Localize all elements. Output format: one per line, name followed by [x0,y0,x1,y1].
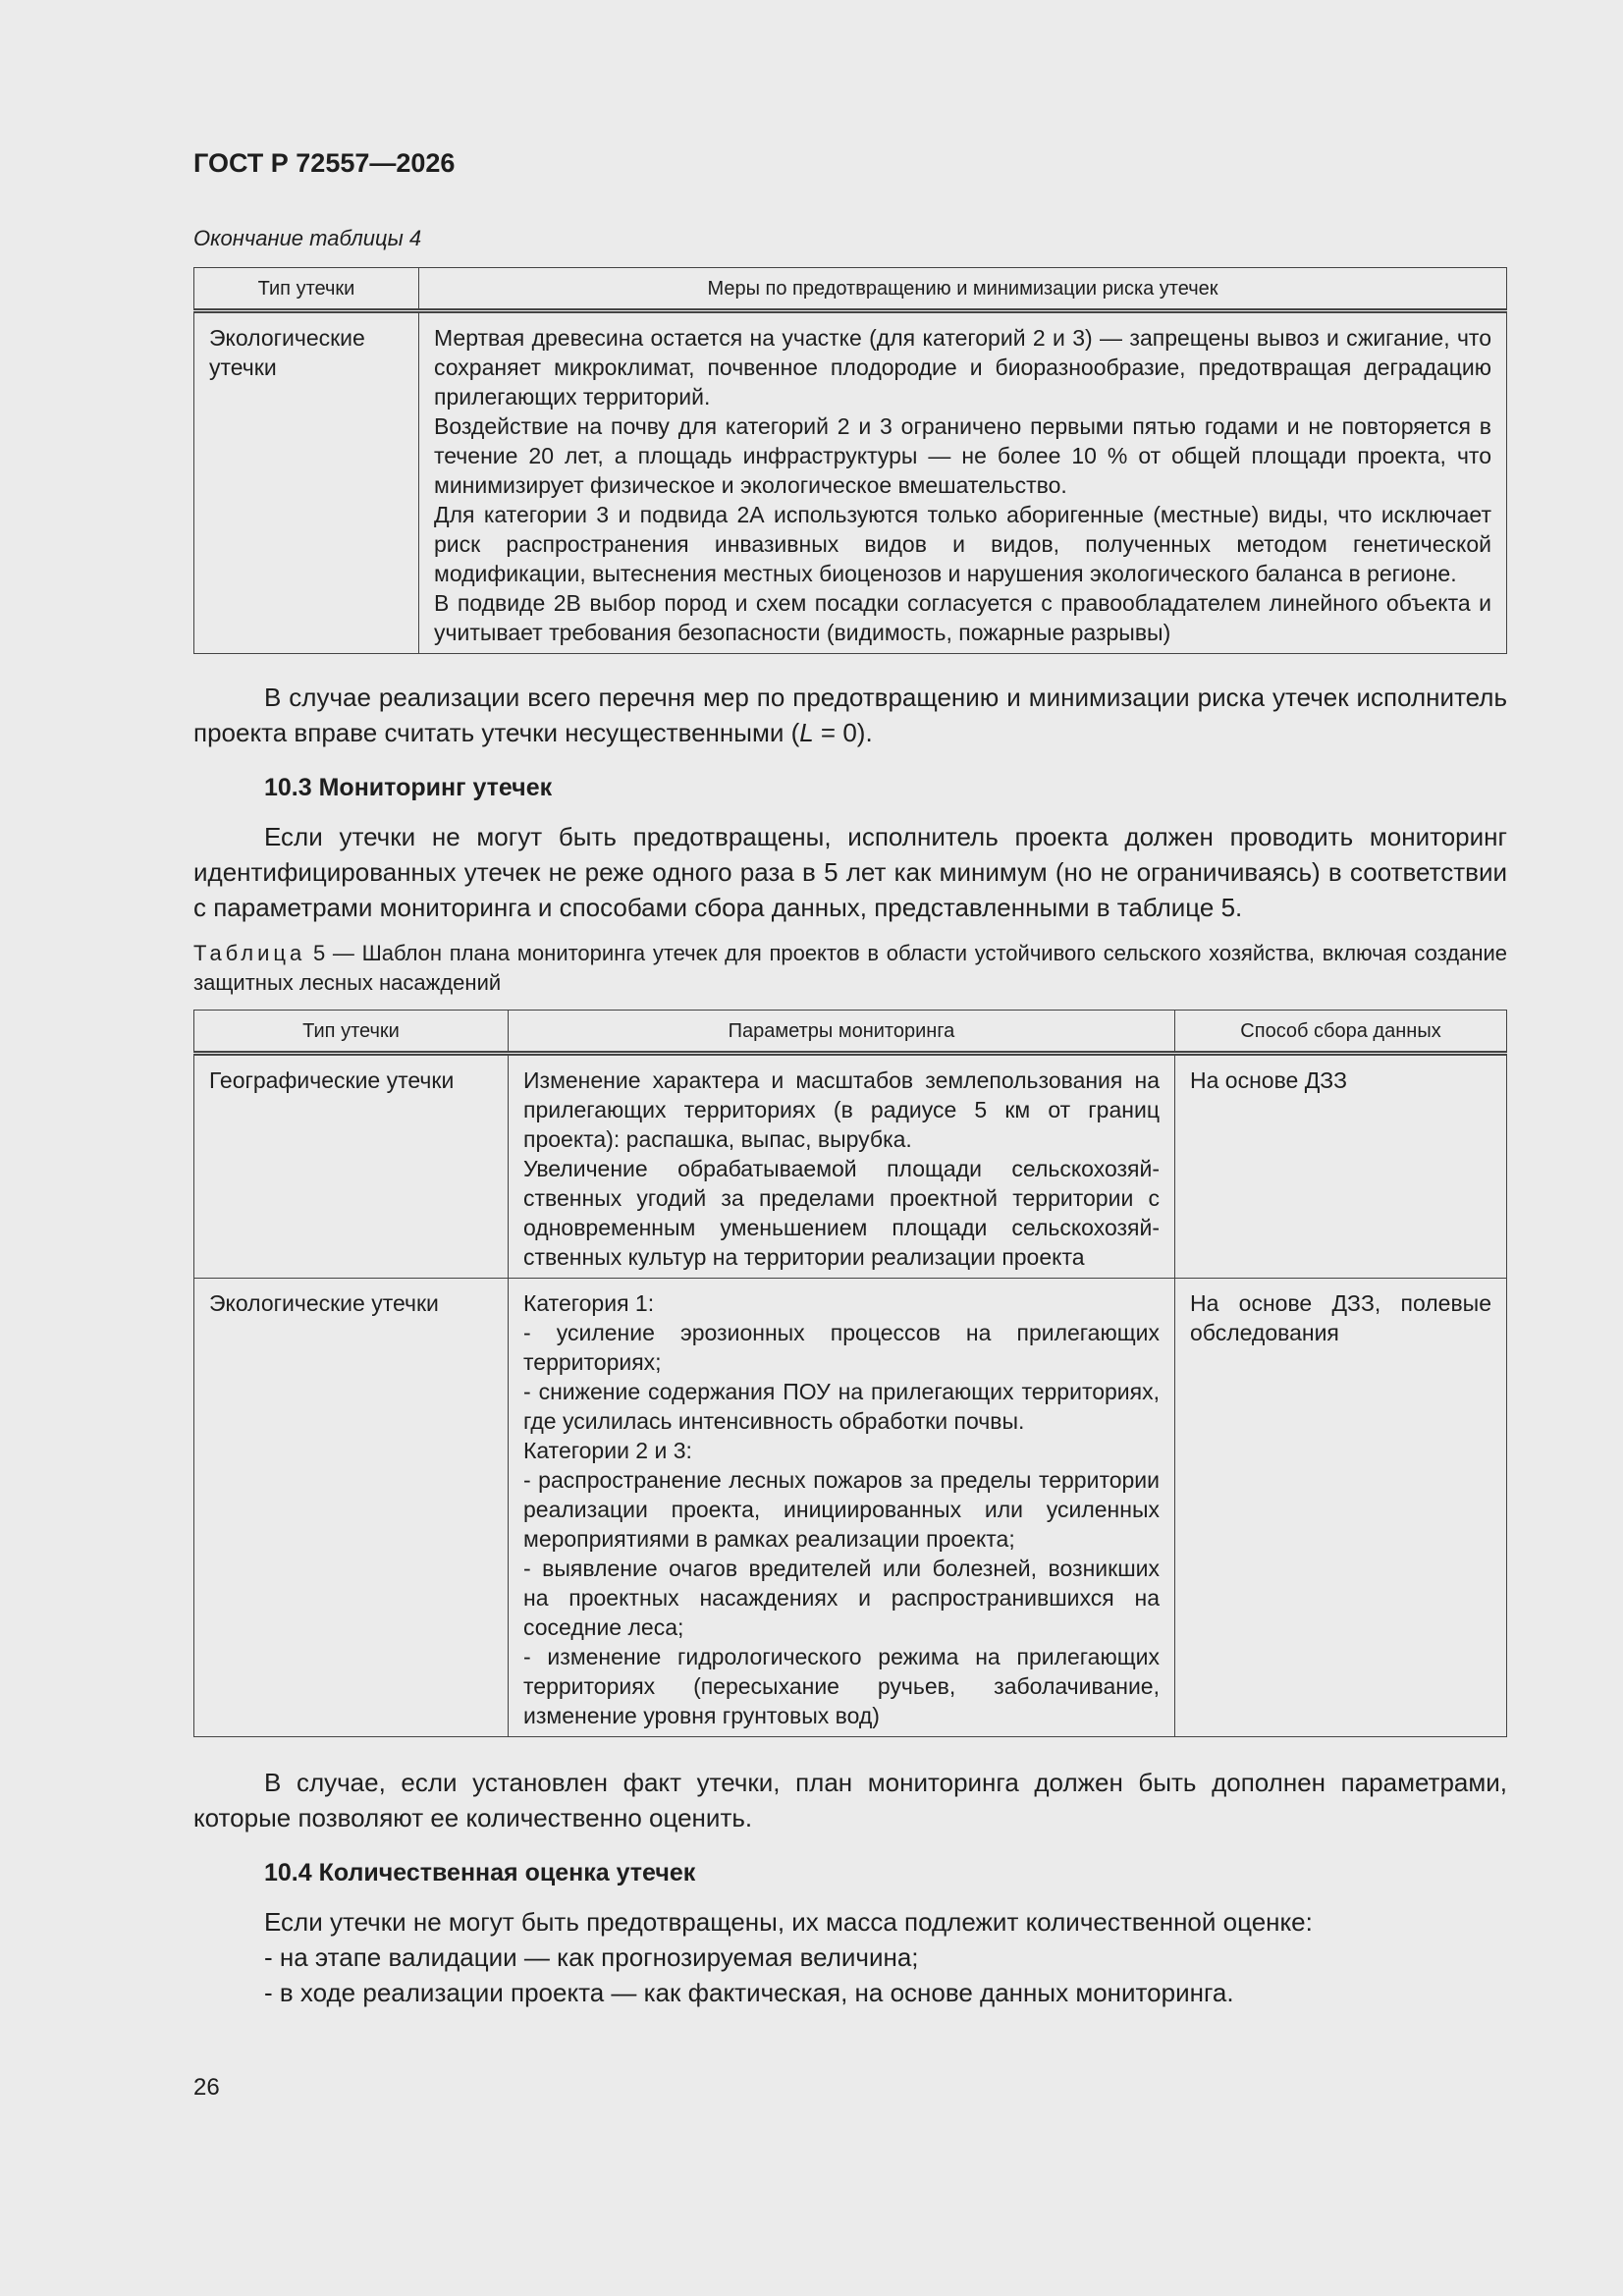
param-item: Категория 1: [523,1289,655,1316]
table4-caption: Окончание таблицы 4 [193,226,422,251]
table5-row-params [509,1278,1175,1736]
list-item: - в ходе реализации проекта — как фактическая, на основе данных мониторинга. [264,1977,1234,2007]
param-item: Увеличение обрабатываемой площади сельскохозяйственных угодий за пределами проектной территории с одновременным уменьшением площади сельскохозяйственных культур на территории реализации проекта [523,1155,1160,1270]
table5-row-type: Экологические утечки [194,1278,509,1736]
paragraph-leakage-insignificant: В случае реализации всего перечня мер по предотвращению и минимизации риска утечек исполнитель проекта вправе считать утечки несущественными (L = 0). [193,682,1507,747]
document-page [193,147,1507,2010]
measure-item: Воздействие на почву для категорий 2 и 3 ограничено первыми пятью годами и не повторяется в течение 20 лет, а площадь инфраструктуры — не более 10 % от общей площади проекта, что минимизирует физическое и экологическое вмешательство. [434,412,1491,498]
section-10-4-intro: Если утечки не могут быть предотвращены, их масса подлежит количественной оценке: [264,1906,1313,1937]
table4-col-type: Тип утечки [194,267,419,310]
table-row [194,1278,1507,1736]
measure-item: Мертвая древесина остается на участке (для категорий 2 и 3) — запрещены вывоз и сжигание, что сохраняет микроклимат, почвенное плодородие и биоразнообразие, предотвращая деградацию прилегающих территорий. [434,324,1491,410]
paragraph-monitoring-plan: В случае, если установлен факт утечки, план мониторинга должен быть дополнен параметрами, которые позволяют ее количественно оценить. [193,1767,1507,1832]
measure-item: В подвиде 2В выбор пород и схем посадки согласуется с правообладателем линейного объекта и учитывает требования безопасности (видимость, пожарные разрывы) [434,589,1491,645]
table5-col-params: Параметры мониторинга [509,1010,1175,1053]
measure-item: Для категории 3 и подвида 2А используются только аборигенные (местные) виды, что исключает риск распространения инвазивных видов и видов, полученных методом генетической модификации, вытеснения местных биоценозов и нарушения экологического баланса в регионе. [434,501,1491,586]
table4-col-measures: Меры по предотвращению и минимизации риска утечек [419,267,1507,310]
table4-row-type: Экологические утечки [194,310,419,653]
table4-header-row [194,267,1507,310]
param-item: - распространение лесных пожаров за пределы территории реализации проекта, инициированных или усиленных мероприятиями в рамках реализации проекта; [523,1466,1160,1552]
table5-row-params [509,1053,1175,1278]
param-item: - изменение гидрологического режима на прилегающих территориях (пересыхание ручьев, заболачивание, изменение уровня грунтовых вод) [523,1643,1160,1728]
table5-row-method: На основе ДЗЗ [1175,1053,1507,1278]
param-item: - снижение содержания ПОУ на прилегающих территориях, где усилилась интенсивность обработки почвы. [523,1378,1160,1434]
param-item: - усиление эрозионных процессов на прилегающих территориях; [523,1319,1160,1375]
table5-col-method: Способ сбора данных [1175,1010,1507,1053]
table5 [193,1010,1507,1737]
table-row [194,310,1507,653]
standard-code: ГОСТ Р 72557—2026 [193,148,456,178]
table5-header-row [194,1010,1507,1053]
table5-col-type: Тип утечки [194,1010,509,1053]
list-item: - на этапе валидации — как прогнозируемая величина; [264,1941,919,1972]
table5-caption: Таблица 5 — Шаблон плана мониторинга утечек для проектов в области устойчивого сельского хозяйства, включая создание защитных лесных насаждений [193,940,1507,995]
table5-row-type: Географические утечки [194,1053,509,1278]
table4-row-measures [419,310,1507,653]
table4 [193,267,1507,654]
table-row [194,1053,1507,1278]
param-item: Изменение характера и масштабов землепользования на прилегающих территориях (в радиусе 5 км от границ проекта): распашка, выпас, вырубка. [523,1066,1160,1152]
section-10-3-heading: 10.3 Мониторинг утечек [264,773,553,801]
section-10-3-text: Если утечки не могут быть предотвращены, исполнитель проекта должен проводить мониторинг идентифицированных утечек не реже одного раза в 5 лет как минимум (но не ограничиваясь) в соответствии с параметрами мониторинга и способами сбора данных, представленными в таблице 5. [193,821,1507,922]
param-item: Категории 2 и 3: [523,1437,692,1463]
section-10-4-heading: 10.4 Количественная оценка утечек [264,1858,696,1886]
table5-row-method: На основе ДЗЗ, полевые обследования [1175,1278,1507,1736]
param-item: - выявление очагов вредителей или болезней, возникших на проектных насаждениях и распространившихся на соседние леса; [523,1555,1160,1640]
page-number: 26 [193,2074,220,2101]
